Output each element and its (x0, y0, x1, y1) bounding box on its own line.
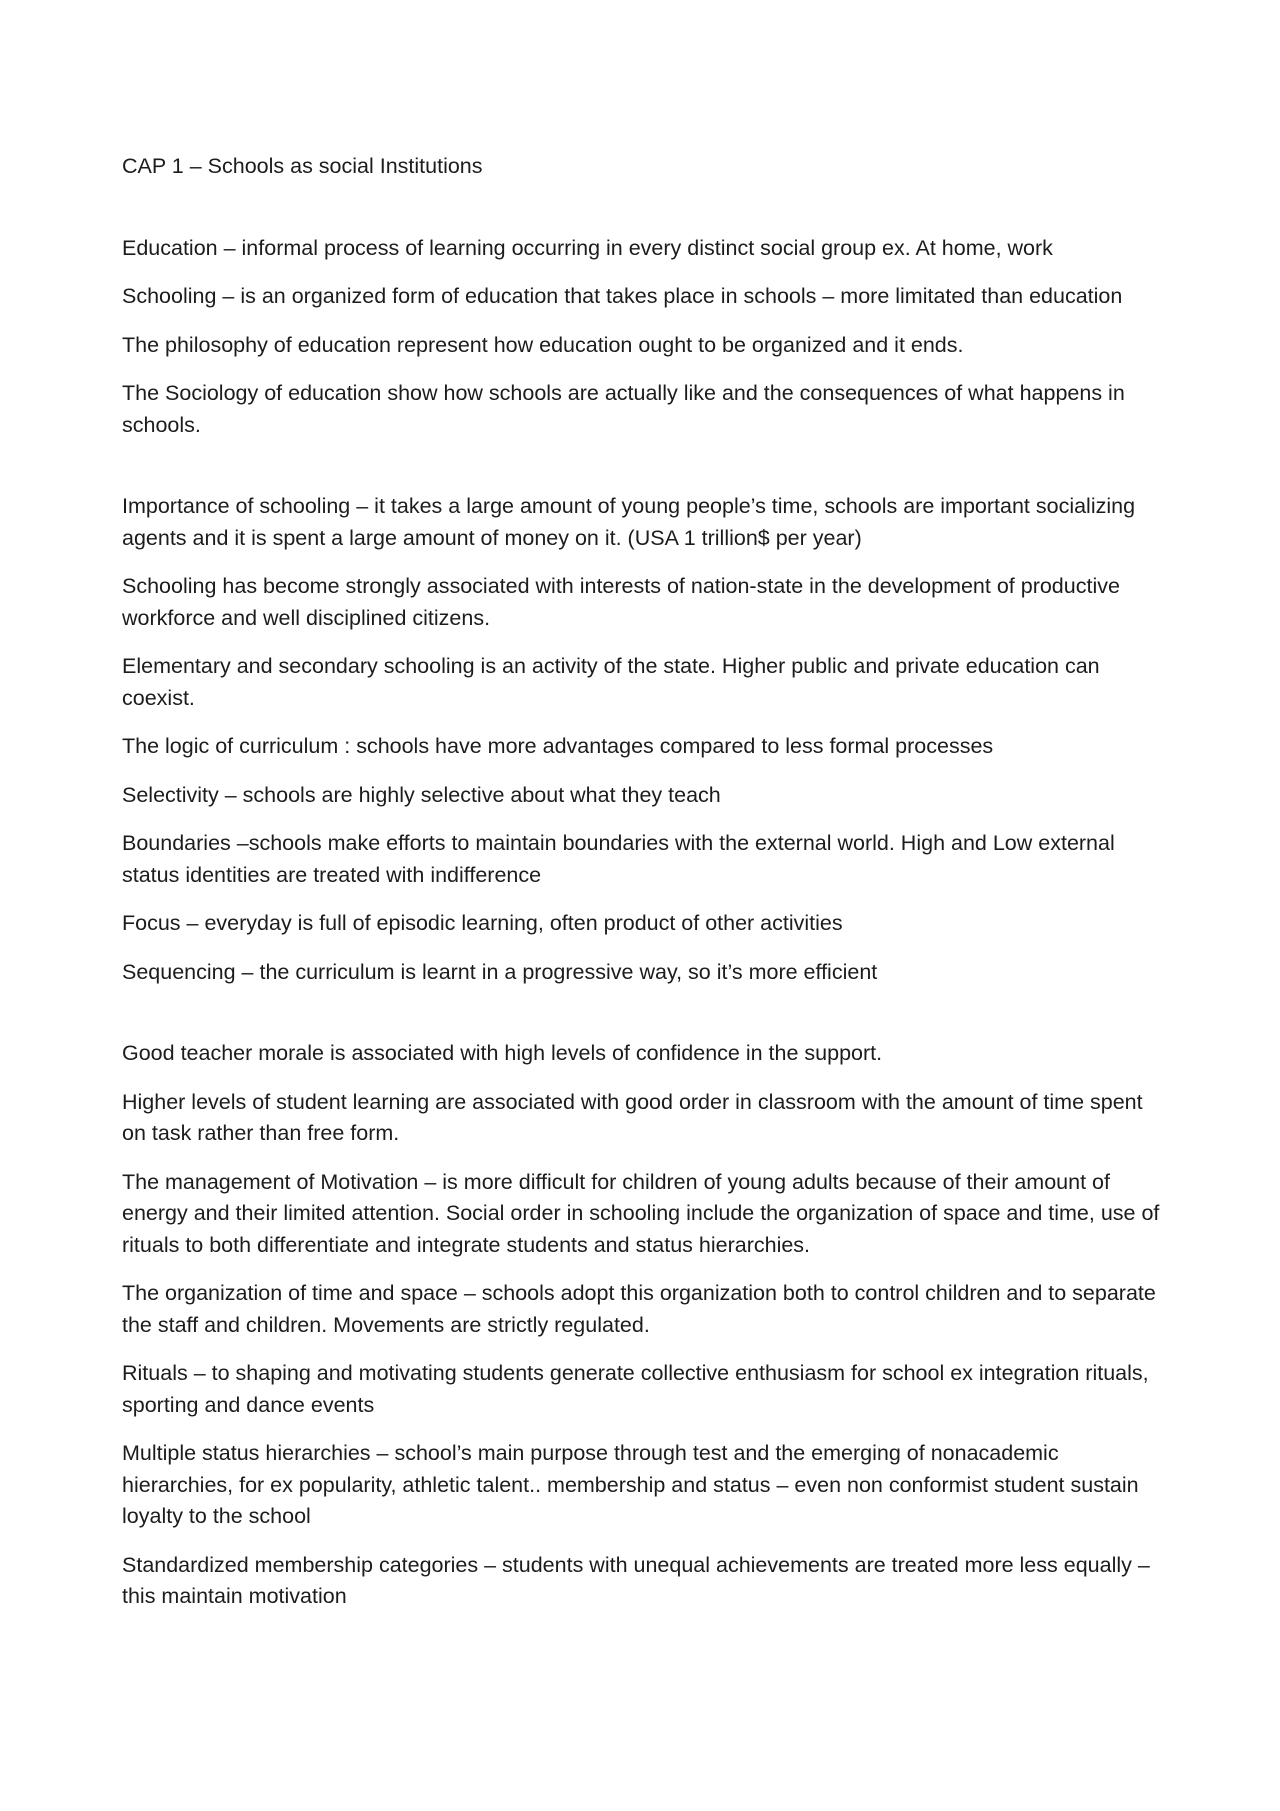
document-title: CAP 1 – Schools as social Institutions (122, 154, 483, 178)
paragraph-status-hierarchies: Multiple status hierarchies – school’s main purpose through test and the emerging of nonacademic hierarchies, for ex popularity, athletic talent.. membership and status – even non conformist student sustain loyalty to the school (122, 1441, 1139, 1528)
paragraph-teacher-morale: Good teacher morale is associated with high levels of confidence in the support. (122, 1041, 883, 1065)
paragraph-nation-state: Schooling has become strongly associated with interests of nation-state in the development of productive workforce and well disciplined citizens. (122, 574, 1120, 630)
paragraph-student-learning: Higher levels of student learning are associated with good order in classroom with the amount of time spent on task rather than free form. (122, 1089, 1143, 1145)
paragraph-selectivity: Selectivity – schools are highly selective about what they teach (122, 782, 721, 807)
paragraph-motivation: The management of Motivation – is more difficult for children of young adults because of their amount of energy and their limited attention. Social order in schooling include the organization of space and time, use of rituals to both differentiate and integrate students and status hierarchies. (122, 1169, 1160, 1257)
paragraph-logic-curriculum: The logic of curriculum : schools have more advantages compared to less formal processes (122, 734, 994, 758)
paragraph-focus: Focus – everyday is full of episodic learning, often product of other activities (122, 911, 843, 935)
paragraph-sociology: The Sociology of education show how schools are actually like and the consequences of what happens in schools. (122, 381, 1125, 437)
paragraph-rituals: Rituals – to shaping and motivating students generate collective enthusiasm for school ex integration rituals, sporting and dance events (122, 1361, 1149, 1417)
paragraph-education: Education – informal process of learning occurring in every distinct social group ex. At home, work (122, 235, 1053, 260)
paragraph-boundaries: Boundaries –schools make efforts to maintain boundaries with the external world. High and Low external status identities are treated with indifference (122, 831, 1115, 887)
paragraph-membership-categories: Standardized membership categories – students with unequal achievements are treated more less equally – this maintain motivation (122, 1552, 1150, 1608)
paragraph-schooling: Schooling – is an organized form of education that takes place in schools – more limitated than education (122, 284, 1123, 308)
paragraph-time-space: The organization of time and space – schools adopt this organization both to control children and to separate the staff and children. Movements are strictly regulated. (122, 1281, 1156, 1337)
paragraph-importance: Importance of schooling – it takes a large amount of young people’s time, schools are important socializing agents and it is spent a large amount of money on it. (USA 1 trillion$ per year) (122, 494, 1136, 550)
paragraph-philosophy: The philosophy of education represent how education ought to be organized and it ends. (122, 332, 964, 357)
paragraph-sequencing: Sequencing – the curriculum is learnt in a progressive way, so it’s more efficient (122, 959, 878, 984)
paragraph-elementary: Elementary and secondary schooling is an activity of the state. Higher public and private education can coexist. (122, 654, 1100, 710)
document-body (122, 151, 1167, 1630)
